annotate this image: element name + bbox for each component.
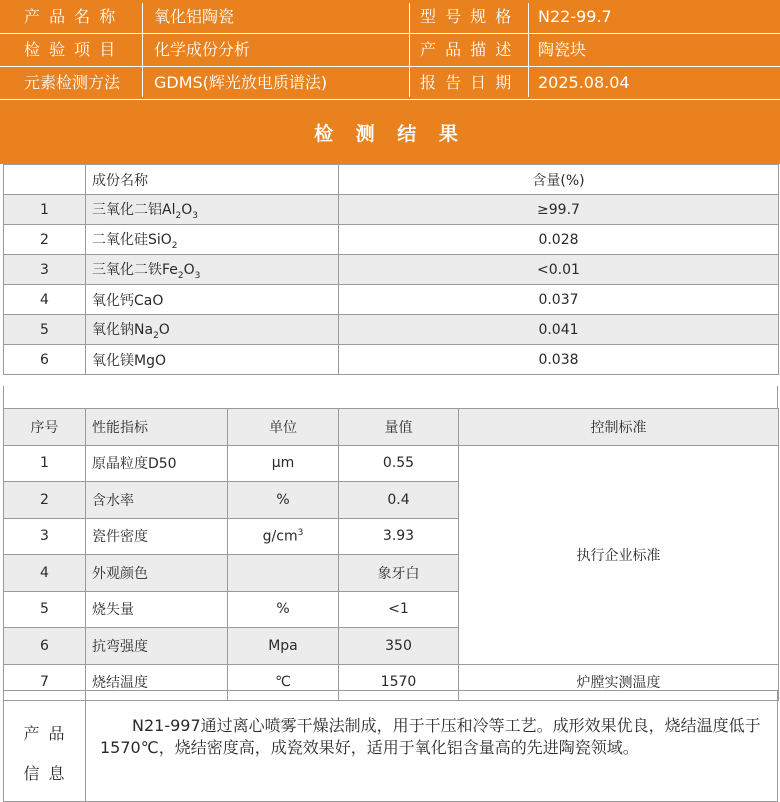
- row-number: 1: [4, 195, 86, 225]
- row-number: 7: [4, 664, 86, 701]
- row-number: 1: [4, 445, 86, 482]
- metric-unit: %: [228, 591, 339, 628]
- divider: [142, 3, 143, 97]
- row-number: 5: [4, 591, 86, 628]
- value-model-spec: N22-99.7: [538, 7, 612, 26]
- table-row: [4, 445, 779, 482]
- metric-name: 瓷件密度: [86, 518, 228, 555]
- label-test-method: 元素检测方法: [24, 73, 121, 92]
- product-info: [3, 690, 778, 802]
- divider: [0, 33, 780, 34]
- metric-name: 烧结温度: [86, 664, 228, 701]
- content-value: 0.028: [339, 225, 779, 255]
- column-header-index: 序号: [4, 409, 86, 446]
- performance-table: [3, 408, 779, 701]
- content-value: <0.01: [339, 255, 779, 285]
- table-spacer: [3, 386, 778, 408]
- column-header-index: [4, 165, 86, 195]
- metric-unit: ℃: [228, 664, 339, 701]
- metric-value: 350: [339, 628, 459, 665]
- control-standard: 炉膛实测温度: [459, 664, 779, 701]
- product-info-label-bottom: 信 息: [23, 764, 67, 783]
- metric-value: 3.93: [339, 518, 459, 555]
- info-row-product-name: [0, 0, 780, 33]
- component-name: 二氧化硅SiO$_2$: [86, 225, 339, 255]
- metric-unit: [228, 555, 339, 592]
- table-row: [4, 255, 779, 285]
- label-report-date: 报 告 日 期: [420, 73, 514, 92]
- metric-unit: %: [228, 482, 339, 519]
- component-name: 氧化钙CaO: [86, 285, 339, 315]
- component-name: 三氧化二铁$Fe_2O_3$: [86, 255, 339, 285]
- label-product-description: 产 品 描 述: [420, 40, 514, 59]
- value-product-name: 氧化铝陶瓷: [154, 7, 235, 26]
- label-model-spec: 型 号 规 格: [420, 7, 514, 26]
- metric-value: <1: [339, 591, 459, 628]
- product-info-label-top: 产 品: [23, 724, 67, 743]
- row-number: 2: [4, 482, 86, 519]
- metric-name: 原晶粒度D50: [86, 445, 228, 482]
- column-header-standard: 控制标准: [459, 409, 779, 446]
- row-number: 6: [4, 628, 86, 665]
- component-name: 氧化钠$Na_2O$: [86, 315, 339, 345]
- metric-name: 外观颜色: [86, 555, 228, 592]
- component-name: 氧化镁MgO: [86, 345, 339, 375]
- metric-name: 含水率: [86, 482, 228, 519]
- divider: [409, 3, 410, 97]
- row-number: 3: [4, 255, 86, 285]
- table-row: [4, 225, 779, 255]
- table-row: [4, 315, 779, 345]
- row-number: 5: [4, 315, 86, 345]
- column-header-value: 量值: [339, 409, 459, 446]
- row-number: 2: [4, 225, 86, 255]
- table-row: [4, 195, 779, 225]
- metric-value: 0.4: [339, 482, 459, 519]
- table-row: [4, 285, 779, 315]
- label-product-name: 产 品 名 称: [24, 7, 118, 26]
- row-number: 3: [4, 518, 86, 555]
- product-info-text: N21-997通过离心喷雾干燥法制成，用于干压和冷等工艺。成形效果优良，烧结温度低于1570℃，烧结密度高，成瓷效果好，适用于氧化铝含量高的先进陶瓷领域。: [100, 716, 761, 757]
- component-name: 三氧化二铝$Al_2O_3$: [86, 195, 339, 225]
- metric-name: 抗弯强度: [86, 628, 228, 665]
- table-header-row: [4, 165, 779, 195]
- report-info-header: [0, 0, 780, 100]
- metric-value: 1570: [339, 664, 459, 701]
- column-header-component: 成份名称: [86, 165, 339, 195]
- divider: [528, 3, 529, 97]
- value-test-method: GDMS(辉光放电质谱法): [154, 73, 328, 92]
- value-inspection-item: 化学成份分析: [154, 40, 251, 59]
- composition-table: [3, 164, 779, 375]
- metric-unit: $g/cm^3$: [228, 518, 339, 555]
- value-report-date: 2025.08.04: [538, 73, 630, 92]
- row-number: 4: [4, 285, 86, 315]
- metric-unit: μm: [228, 445, 339, 482]
- column-header-metric: 性能指标: [86, 409, 228, 446]
- product-info-label: [4, 691, 86, 801]
- control-standard: 执行企业标准: [459, 445, 779, 664]
- metric-value: 0.55: [339, 445, 459, 482]
- row-number: 4: [4, 555, 86, 592]
- content-value: ≥99.7: [339, 195, 779, 225]
- divider: [0, 66, 780, 67]
- value-product-description: 陶瓷块: [538, 40, 587, 59]
- content-value: 0.038: [339, 345, 779, 375]
- table-header-row: [4, 409, 779, 446]
- info-row-test-method: [0, 66, 780, 99]
- metric-name: 烧失量: [86, 591, 228, 628]
- column-header-content: 含量(%): [339, 165, 779, 195]
- label-inspection-item: 检 验 项 目: [24, 40, 118, 59]
- column-header-unit: 单位: [228, 409, 339, 446]
- row-number: 6: [4, 345, 86, 375]
- metric-value: 象牙白: [339, 555, 459, 592]
- content-value: 0.041: [339, 315, 779, 345]
- info-row-inspection-item: [0, 33, 780, 66]
- metric-unit: Mpa: [228, 628, 339, 665]
- content-value: 0.037: [339, 285, 779, 315]
- results-banner: 检 测 结 果: [0, 100, 780, 164]
- table-row: [4, 345, 779, 375]
